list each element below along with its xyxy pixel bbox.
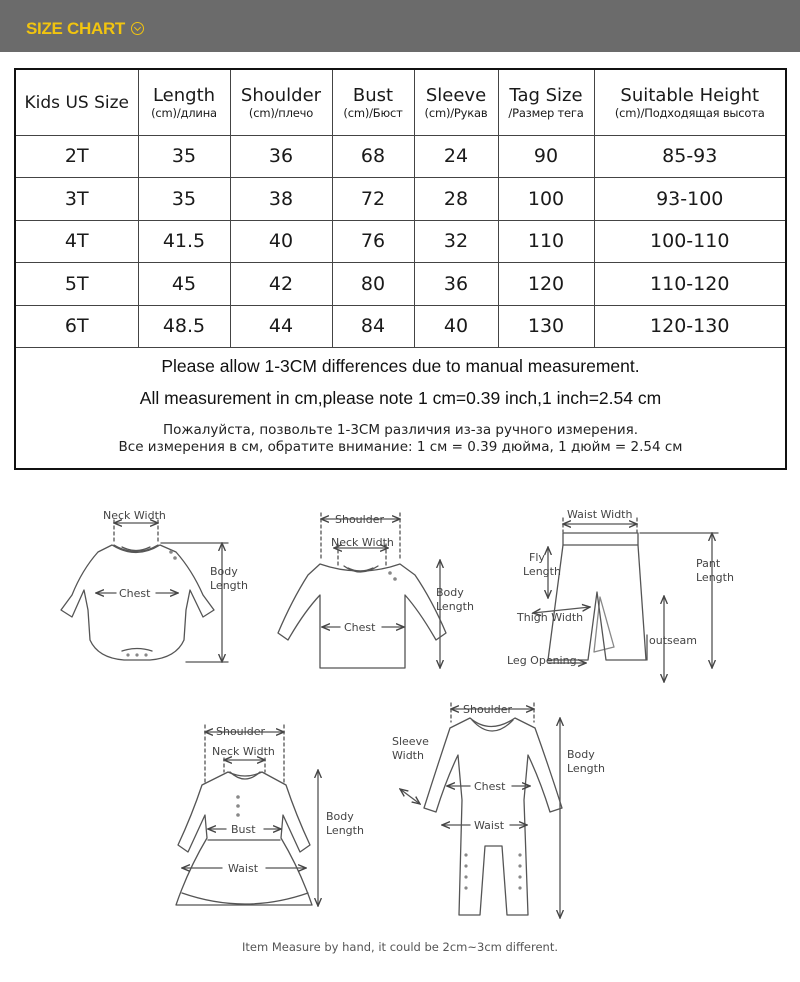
table-cell: 120-130 bbox=[594, 305, 785, 348]
tshirt-body-label: Body bbox=[436, 586, 464, 599]
table-row bbox=[16, 305, 785, 348]
table-cell: 44 bbox=[230, 305, 332, 348]
table-cell: 72 bbox=[332, 178, 414, 221]
dress-bust-label: Bust bbox=[231, 823, 256, 836]
pants-thigh-width-label: Thigh Width bbox=[517, 611, 584, 624]
pants-fly-label: Fly bbox=[529, 551, 545, 564]
column-header: Length (cm)/длина bbox=[138, 70, 230, 135]
dress-neck-width-label: Neck Width bbox=[212, 745, 275, 758]
table-cell: 32 bbox=[414, 220, 498, 263]
table-cell: 3T bbox=[16, 178, 138, 221]
chevron-circle-icon bbox=[131, 22, 144, 35]
column-header: Shoulder (cm)/плечо bbox=[230, 70, 332, 135]
note-conversion: All measurement in cm,please note 1 cm=0.39 inch,1 inch=2.54 cm bbox=[139, 388, 662, 408]
tshirt-shoulder-label: Shoulder bbox=[335, 513, 384, 526]
table-row bbox=[16, 135, 785, 178]
table-cell: 130 bbox=[498, 305, 594, 348]
table-cell: 38 bbox=[230, 178, 332, 221]
table-cell: 93-100 bbox=[594, 178, 785, 221]
table-cell: 36 bbox=[230, 135, 332, 178]
table-cell: 90 bbox=[498, 135, 594, 178]
pants-outseam-label: outseam bbox=[649, 634, 697, 647]
romper-chest-label: Chest bbox=[474, 780, 506, 793]
note-difference-ru: Пожалуйста, позвольте 1-3CM различия из-за ручного измерения. bbox=[162, 422, 639, 438]
table-cell: 100 bbox=[498, 178, 594, 221]
bodysuit-body-label: Body bbox=[210, 565, 238, 578]
table-cell: 48.5 bbox=[138, 305, 230, 348]
table-cell: 4T bbox=[16, 220, 138, 263]
dress-length-label: Length bbox=[326, 824, 364, 837]
table-cell: 28 bbox=[414, 178, 498, 221]
measurement-diagrams bbox=[0, 500, 800, 940]
tshirt-length-label: Length bbox=[436, 600, 474, 613]
romper-sleeve-width-label: Width bbox=[392, 749, 424, 762]
table-cell: 36 bbox=[414, 263, 498, 306]
table-cell: 76 bbox=[332, 220, 414, 263]
table-cell: 85-93 bbox=[594, 135, 785, 178]
table-row bbox=[16, 220, 785, 263]
dress-waist-label: Waist bbox=[228, 862, 259, 875]
measurement-footnote: Item Measure by hand, it could be 2cm~3cm different. bbox=[241, 940, 559, 954]
table-cell: 84 bbox=[332, 305, 414, 348]
dress-shoulder-label: Shoulder bbox=[216, 725, 265, 738]
bodysuit-neck-width-label: Neck Width bbox=[103, 509, 166, 522]
table-cell: 40 bbox=[414, 305, 498, 348]
table-cell: 68 bbox=[332, 135, 414, 178]
table-cell: 110 bbox=[498, 220, 594, 263]
column-header: Bust (cm)/Бюст bbox=[332, 70, 414, 135]
pants-waist-width-label: Waist Width bbox=[567, 508, 633, 521]
column-header: Suitable Height (cm)/Подходящая высота bbox=[594, 70, 785, 135]
pants-leg-opening-label: Leg Opening bbox=[507, 654, 577, 667]
table-cell: 45 bbox=[138, 263, 230, 306]
table-cell: 35 bbox=[138, 135, 230, 178]
romper-body-label: Body bbox=[567, 748, 595, 761]
table-cell: 80 bbox=[332, 263, 414, 306]
column-header: Kids US Size bbox=[16, 70, 138, 135]
table-cell: 100-110 bbox=[594, 220, 785, 263]
size-chart-box bbox=[14, 68, 787, 470]
romper-waist-label: Waist bbox=[474, 819, 505, 832]
table-cell: 2T bbox=[16, 135, 138, 178]
size-chart-title: SIZE CHART bbox=[26, 19, 126, 38]
table-cell: 41.5 bbox=[138, 220, 230, 263]
bodysuit-chest-label: Chest bbox=[119, 587, 151, 600]
note-conversion-ru: Все измерения в см, обратите внимание: 1 см = 0.39 дюйма, 1 дюйм = 2.54 см bbox=[118, 439, 683, 455]
table-row bbox=[16, 263, 785, 306]
garment-illustrations bbox=[0, 500, 800, 940]
table-cell: 40 bbox=[230, 220, 332, 263]
table-row bbox=[16, 178, 785, 221]
table-cell: 120 bbox=[498, 263, 594, 306]
table-cell: 24 bbox=[414, 135, 498, 178]
romper-length-label: Length bbox=[567, 762, 605, 775]
table-cell: 5T bbox=[16, 263, 138, 306]
table-header-row bbox=[16, 70, 785, 135]
table-cell: 110-120 bbox=[594, 263, 785, 306]
note-difference: Please allow 1-3CM differences due to manual measurement. bbox=[161, 356, 640, 376]
column-header: Tag Size /Размер тега bbox=[498, 70, 594, 135]
pants-pant-length-label: Length bbox=[696, 571, 734, 584]
dress-body-label: Body bbox=[326, 810, 354, 823]
tshirt-neck-width-label: Neck Width bbox=[331, 536, 394, 549]
tshirt-chest-label: Chest bbox=[344, 621, 376, 634]
romper-shoulder-label: Shoulder bbox=[463, 703, 512, 716]
romper-sleeve-label: Sleeve bbox=[392, 735, 429, 748]
table-cell: 35 bbox=[138, 178, 230, 221]
table-cell: 6T bbox=[16, 305, 138, 348]
column-header: Sleeve (cm)/Рукав bbox=[414, 70, 498, 135]
pants-fly-length-label: Length bbox=[523, 565, 561, 578]
pants-pant-label: Pant bbox=[696, 557, 721, 570]
bodysuit-length-label: Length bbox=[210, 579, 248, 592]
size-chart-banner bbox=[0, 0, 800, 52]
size-table bbox=[16, 70, 785, 348]
table-cell: 42 bbox=[230, 263, 332, 306]
